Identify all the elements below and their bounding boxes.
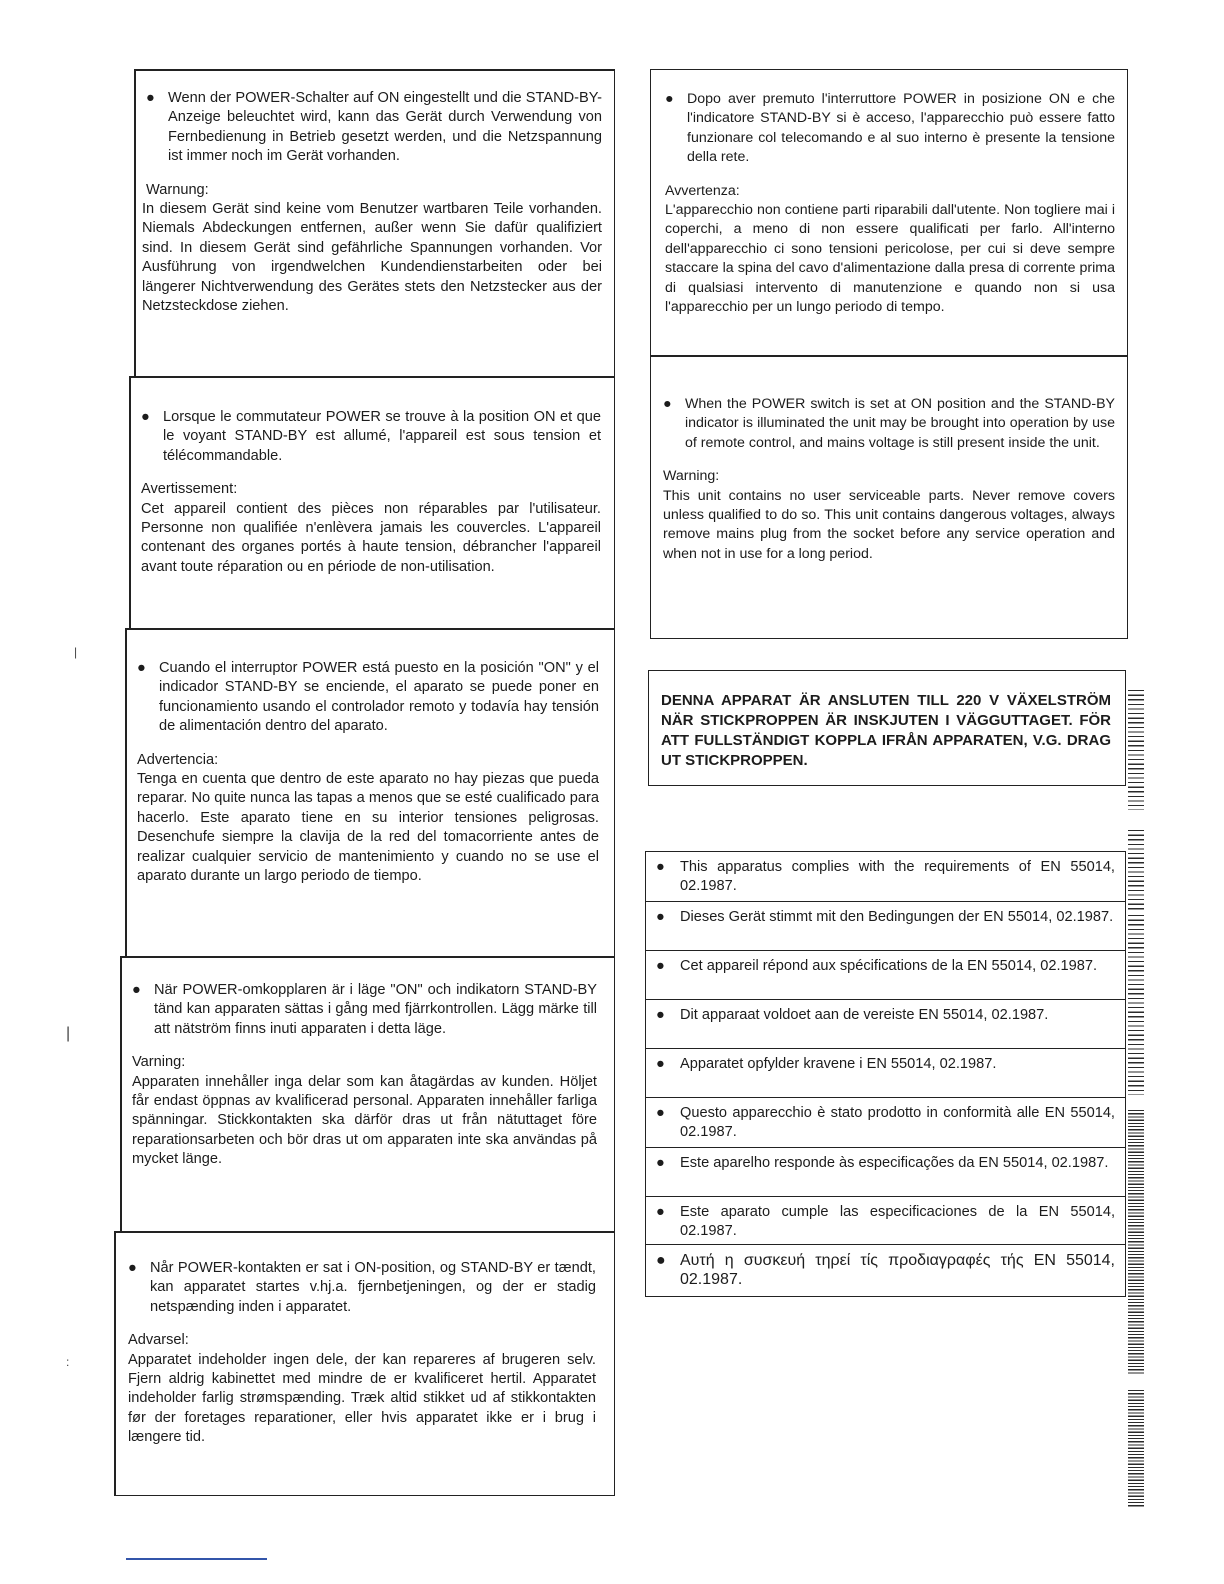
margin-speck: | <box>66 1025 71 1042</box>
danish-warning-body: Apparatet indeholder ingen dele, der kan repareres af brugeren selv. Fjern aldrig kabinettet med mindre de er kvalificeret hertil. Apparatet indeholder farlig strømspænding. Træk altid stikket ud af stikkontakten før der foretages reparationer, eller hvis apparatet ikke er i brug i længere tid. <box>128 1351 596 1446</box>
spanish-warning-title: Advertencia: <box>137 751 219 768</box>
french-warning-body: Cet appareil contient des pièces non réparables par l'utilisateur. Personne non qualifiée n'enlèvera jamais les couvercles. L'appareil contenant des organes portés à haute tension, débrancher l'appareil avant toute réparation ou en période de non-utilisation. <box>141 500 601 575</box>
compliance-row-fr: ● Cet appareil répond aux spécifications de la EN 55014, 02.1987. <box>646 951 1125 1000</box>
margin-scan-marks-2 <box>1128 830 1144 910</box>
left-warning-panel <box>114 69 615 1496</box>
english-power-note: ● When the POWER switch is set at ON position and the STAND-BY indicator is illuminated the unit may be brought into operation by use of remote control, and mains voltage is still present inside the unit. <box>663 395 1115 453</box>
compliance-row-da: ● Apparatet opfylder kravene i EN 55014, 02.1987. <box>646 1049 1125 1098</box>
italian-power-note: ● Dopo aver premuto l'interruttore POWER in posizione ON e che l'indicatore STAND-BY si è acceso, l'apparecchio può essere fatto funzionare col telecomando e al suo interno è presente la tensione della rete. <box>665 90 1115 168</box>
danish-power-note: ● Når POWER-kontakten er sat i ON-position, og STAND-BY er tændt, kan apparatet startes v.hj.a. fjernbetjeningen, og der er stadig netspænding inden i apparatet. <box>128 1259 596 1317</box>
compliance-row-nl: ● Dit apparaat voldoet aan de vereiste EN 55014, 02.1987. <box>646 1000 1125 1049</box>
german-warning-body: In diesem Gerät sind keine vom Benutzer wartbaren Teile vorhanden. Niemals Abdeckungen entfernen, außer wenn Sie dafür qualifiziert sind. In diesem Gerät sind gefährliche Spannungen vorhanden. Vor Ausführung von irgendwelchen Kundendienstarbeiten oder bei längerer Nichtverwendung des Gerätes stets den Netzstecker aus der Netzsteckdose ziehen. <box>142 201 602 315</box>
english-warning-title: Warning: <box>663 468 720 485</box>
compliance-list <box>645 851 1126 1297</box>
german-power-note: ● Wenn der POWER-Schalter auf ON eingestellt und die STAND-BY-Anzeige beleuchtet wird, kann das Gerät durch Verwendung von Fernbedienung in Betrieb gesetzt werden, und die Netzspannung ist immer noch im Gerät vorhanden. <box>146 89 602 167</box>
compliance-row-pt: ● Este aparelho responde às especificações da EN 55014, 02.1987. <box>646 1148 1125 1197</box>
english-warning-body: This unit contains no user serviceable parts. Never remove covers unless qualified to do so. This unit contains dangerous voltages, always remove mains plug from the socket before any service operation and when not in use for a long period. <box>663 487 1115 562</box>
swedish-mains-notice <box>648 670 1126 786</box>
footer-rule <box>126 1558 267 1560</box>
french-warning-title: Avertissement: <box>141 481 238 498</box>
italian-warning-body: L'apparecchio non contiene parti riparabili dall'utente. Non togliere mai i coperchi, a meno di non essere qualificati per farlo. All'interno dell'apparecchio ci sono tensioni pericolose, per cui si deve sempre staccare la spina del cavo d'alimentazione dalla presa di corrente prima di qualsiasi intervento di manutenzione e quando non si usa l'apparecchio per un lungo periodo di tempo. <box>665 202 1115 316</box>
section-swedish <box>132 981 597 1170</box>
italian-warning-title: Avvertenza: <box>665 182 740 199</box>
swedish-power-note: ● När POWER-omkopplaren är i läge "ON" och indikatorn STAND-BY tänd kan apparaten sättas i gång med fjärrkontrollen. Lägg märke till att nätström finns inuti apparaten i detta läge. <box>132 981 597 1039</box>
margin-scan-marks-1 <box>1128 690 1144 810</box>
german-warning-title: Warnung: <box>146 181 209 198</box>
section-spanish <box>137 659 599 886</box>
margin-scan-marks-3 <box>1128 915 1144 1095</box>
margin-speck: : <box>66 1355 70 1369</box>
spanish-warning-body: Tenga en cuenta que dentro de este aparato no hay piezas que pueda reparar. No quite nunca las tapas a menos que se esté cualificado para hacerlo. Este aparato tiene en su interior tensiones peligrosas. Desenchufe siempre la clavija de la red del tomacorriente antes de realizar cualquier servicio de mantenimiento y cuando no se use el aparato durante un largo periodo de tiempo. <box>137 771 599 885</box>
compliance-row-de: ● Dieses Gerät stimmt mit den Bedingungen der EN 55014, 02.1987. <box>646 902 1125 951</box>
section-german <box>142 89 602 316</box>
compliance-row-el: ● Αυτή η συσκευή τηρεί τίς προδιαγραφές τής EN 55014, 02.1987. <box>646 1245 1125 1298</box>
margin-scan-marks-5 <box>1128 1390 1144 1508</box>
swedish-warning-title: Varning: <box>132 1054 186 1071</box>
french-power-note: ● Lorsque le commutateur POWER se trouve à la position ON et que le voyant STAND-BY est allumé, l'appareil est sous tension et télécommandable. <box>141 408 601 466</box>
compliance-row-es: ● Este aparato cumple las especificaciones de la EN 55014, 02.1987. <box>646 1197 1125 1245</box>
section-french <box>141 408 601 577</box>
swedish-mains-notice-text: DENNA APPARAT ÄR ANSLUTEN TILL 220 V VÄXELSTRÖM NÄR STICKPROPPEN ÄR INSKJUTEN I VÄGGUTTAGET. FÖR ATT FULLSTÄNDIGT KOPPLA IFRÅN APPARATEN, V.G. DRAG UT STICKPROPPEN. <box>661 692 1111 769</box>
margin-scan-marks-4 <box>1128 1110 1144 1375</box>
swedish-warning-body: Apparaten innehåller inga delar som kan åtagärdas av kunden. Höljet får endast öppnas av kvalificerad personal. Apparaten innehåller farliga spänningar. Stickkontakten ska därför dras ut från nätuttaget före reparationsarbeten och bör dras ut om apparaten inte ska användas på mycket länge. <box>132 1073 597 1168</box>
danish-warning-title: Advarsel: <box>128 1332 189 1349</box>
section-danish <box>128 1259 596 1448</box>
section-english <box>663 395 1115 564</box>
right-warning-panel <box>650 69 1128 639</box>
section-italian <box>665 90 1115 317</box>
spanish-power-note: ● Cuando el interruptor POWER está puesto en la posición "ON" y el indicador STAND-BY se enciende, el aparato se puede poner en funcionamiento usando el controlador remoto y todavía hay tensión de alimentación dentro del aparato. <box>137 659 599 737</box>
compliance-row-it: ● Questo apparecchio è stato prodotto in conformità alle EN 55014, 02.1987. <box>646 1098 1125 1148</box>
margin-speck: | <box>74 645 78 659</box>
compliance-row-en: ● This apparatus complies with the requirements of EN 55014, 02.1987. <box>646 852 1125 902</box>
